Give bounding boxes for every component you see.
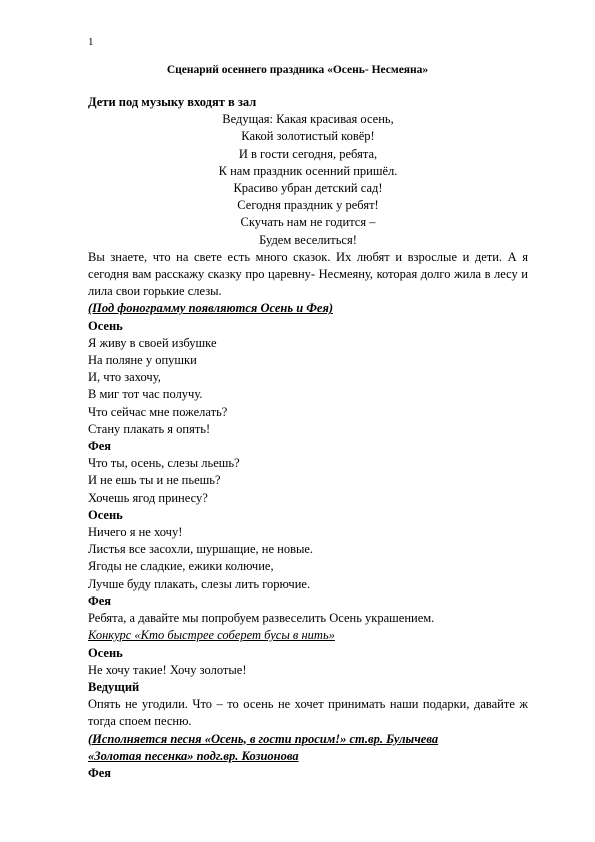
dialogue-line: Не хочу такие! Хочу золотые! <box>88 662 247 677</box>
dialogue-line: И не ешь ты и не пьешь? <box>88 473 221 488</box>
poem-line: Сегодня праздник у ребят! <box>237 198 379 213</box>
stage-direction-intro: Дети под музыку входят в зал <box>88 95 257 109</box>
song-direction: «Золотая песенка» подг.вр. Козионова <box>88 748 299 763</box>
poem-line: Ведущая: Какая красивая осень, <box>222 112 394 127</box>
dialogue-line: Лучше буду плакать, слезы лить горючие. <box>88 576 311 591</box>
page-number: 1 <box>88 36 94 48</box>
narration-paragraph: Вы знаете, что на свете есть много сказок. Их любят и взрослые и дети. А я сегодня вам расскажу сказку про царевну- Несмеяну, которая долго жила в лесу и лила свои горькие слезы. <box>88 249 528 299</box>
contest-direction: Конкурс «Кто быстрее соберет бусы в нить» <box>88 628 335 643</box>
poem-line: Скучать нам не годится – <box>240 215 376 230</box>
poem-line: Красиво убран детский сад! <box>233 181 383 196</box>
speaker-osen: Осень <box>88 318 123 333</box>
dialogue-line: На поляне у опушки <box>88 353 197 368</box>
dialogue-line: Ягоды не сладкие, ежики колючие, <box>88 559 274 574</box>
document-title: Сценарий осеннего праздника «Осень- Несмеяна» <box>166 64 429 76</box>
speaker-osen: Осень <box>88 645 123 660</box>
speaker-feya: Фея <box>88 593 112 608</box>
document-body <box>88 94 528 782</box>
dialogue-line: Хочешь ягод принесу? <box>88 490 208 505</box>
dialogue-line: Что ты, осень, слезы льешь? <box>88 456 240 471</box>
poem-line: К нам праздник осенний пришёл. <box>218 163 398 178</box>
song-direction: (Исполняется песня «Осень, в гости просим!» ст.вр. Булычева <box>88 731 439 746</box>
dialogue-line: Ребята, а давайте мы попробуем развеселить Осень украшением. <box>88 611 435 626</box>
speaker-feya: Фея <box>88 765 112 780</box>
dialogue-line: Я живу в своей избушке <box>88 335 217 350</box>
dialogue-line: И, что захочу, <box>88 370 161 385</box>
speaker-feya: Фея <box>88 439 112 454</box>
speaker-vedushiy: Ведущий <box>88 679 140 694</box>
poem-line: И в гости сегодня, ребята, <box>238 146 378 161</box>
dialogue-line: В миг тот час получу. <box>88 387 203 402</box>
speaker-osen: Осень <box>88 507 123 522</box>
poem-line: Какой золотистый ковёр! <box>241 129 375 144</box>
dialogue-line: Что сейчас мне пожелать? <box>88 404 228 419</box>
dialogue-paragraph: Опять не угодили. Что – то осень не хочет принимать наши подарки, давайте ж тогда споем песню. <box>88 697 528 729</box>
poem-line: Будем веселиться! <box>259 232 357 247</box>
dialogue-line: Листья все засохли, шуршащие, не новые. <box>88 542 314 557</box>
dialogue-line: Ничего я не хочу! <box>88 525 183 540</box>
stage-direction: (Под фонограмму появляются Осень и Фея) <box>88 301 334 316</box>
dialogue-line: Стану плакать я опять! <box>88 421 211 436</box>
opening-poem <box>88 111 528 249</box>
